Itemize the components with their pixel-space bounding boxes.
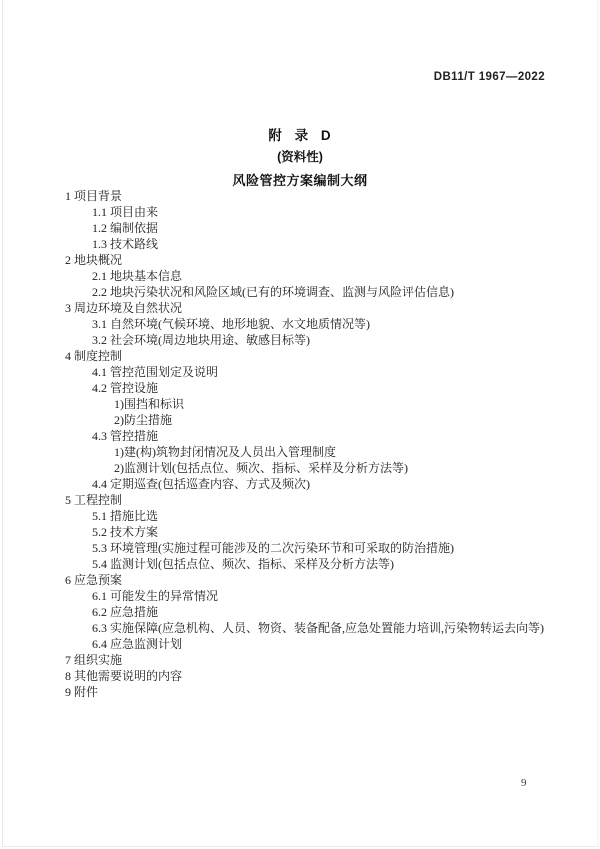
outline-item: 4.3 管控措施 bbox=[92, 429, 159, 443]
outline-item: 3.1 自然环境(气候环境、地形地貌、水文地质情况等) bbox=[92, 317, 370, 331]
outline-item: 8 其他需要说明的内容 bbox=[65, 669, 183, 683]
outline-item: 4.4 定期巡查(包括巡查内容、方式及频次) bbox=[92, 477, 310, 491]
outline-item: 9 附件 bbox=[65, 685, 99, 699]
outline-item: 5.3 环境管理(实施过程可能涉及的二次污染环节和可采取的防治措施) bbox=[92, 541, 454, 555]
standard-number: DB11/T 1967—2022 bbox=[433, 71, 545, 83]
outline-list bbox=[0, 188, 570, 700]
outline-item: 1)围挡和标识 bbox=[114, 397, 184, 411]
outline-item: 4.2 管控设施 bbox=[92, 381, 159, 395]
outline-item: 6.4 应急监测计划 bbox=[92, 637, 183, 651]
appendix-type-note: (资料性) bbox=[277, 150, 323, 164]
outline-item: 6.2 应急措施 bbox=[92, 605, 159, 619]
outline-item: 3 周边环境及自然状况 bbox=[65, 301, 183, 315]
outline-item: 2)监测计划(包括点位、频次、指标、采样及分析方法等) bbox=[114, 461, 408, 475]
outline-item: 1.2 编制依据 bbox=[92, 221, 159, 235]
outline-item: 6.1 可能发生的异常情况 bbox=[92, 589, 219, 603]
outline-item: 5.1 措施比选 bbox=[92, 509, 159, 523]
outline-item: 5.2 技术方案 bbox=[92, 525, 159, 539]
outline-item: 1.1 项目由来 bbox=[92, 205, 159, 219]
outline-item: 2 地块概况 bbox=[65, 253, 123, 267]
outline-item: 2)防尘措施 bbox=[114, 413, 172, 427]
outline-item: 4.1 管控范围划定及说明 bbox=[92, 365, 219, 379]
document-subtitle: 风险管控方案编制大纲 bbox=[232, 173, 368, 188]
outline-item: 3.2 社会环境(周边地块用途、敏感目标等) bbox=[92, 333, 310, 347]
outline-item: 1)建(构)筑物封闭情况及人员出入管理制度 bbox=[114, 445, 336, 459]
outline-item: 6.3 实施保障(应急机构、人员、物资、装备配备,应急处置能力培训,污染物转运去向等) bbox=[92, 621, 544, 635]
outline-item: 2.2 地块污染状况和风险区域(已有的环境调查、监测与风险评估信息) bbox=[92, 285, 454, 299]
outline-item: 6 应急预案 bbox=[65, 573, 123, 587]
outline-item: 5 工程控制 bbox=[65, 493, 123, 507]
outline-item: 4 制度控制 bbox=[65, 349, 123, 363]
outline-item: 1 项目背景 bbox=[65, 189, 123, 203]
outline-item: 2.1 地块基本信息 bbox=[92, 269, 183, 283]
outline-item: 5.4 监测计划(包括点位、频次、指标、采样及分析方法等) bbox=[92, 557, 394, 571]
outline-item: 1.3 技术路线 bbox=[92, 237, 159, 251]
page-number: 9 bbox=[521, 777, 527, 789]
outline-item: 7 组织实施 bbox=[65, 653, 123, 667]
appendix-title: 附 录 D bbox=[268, 128, 332, 143]
